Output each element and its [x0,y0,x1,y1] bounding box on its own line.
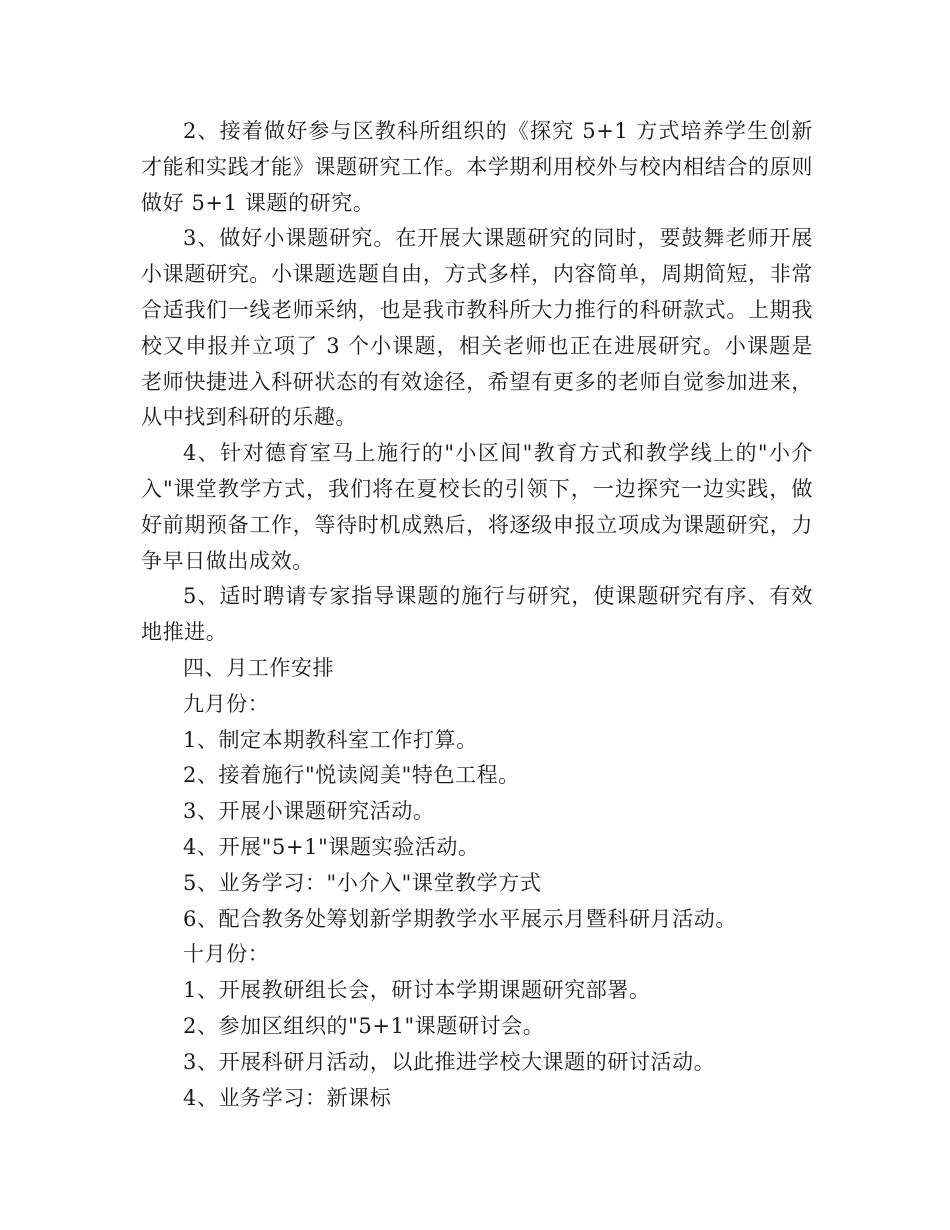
paragraph-item-5: 5、适时聘请专家指导课题的施行与研究，使课题研究有序、有效地推进。 [141,584,813,645]
october-item: 4、业务学习：新课标 [183,1085,392,1110]
october-item: 3、开展科研月活动，以此推进学校大课题的研讨活动。 [183,1049,716,1074]
september-item: 4、开展"5+1"课题实验活动。 [183,834,480,859]
september-item: 1、制定本期教科室工作打算。 [183,727,478,752]
october-item: 1、开展教研组长会，研讨本学期课题研究部署。 [183,978,651,1003]
document-body [141,114,813,1116]
september-item: 5、业务学习："小介入"课堂教学方式 [183,870,542,895]
september-item: 3、开展小课题研究活动。 [183,799,435,824]
september-item: 2、接着施行"悦读阅美"特色工程。 [183,763,520,788]
october-item: 2、参加区组织的"5+1"课题研讨会。 [183,1013,545,1038]
paragraph-item-3: 3、做好小课题研究。在开展大课题研究的同时，要鼓舞老师开展小课题研究。小课题选题自由，方式多样，内容简单，周期简短，非常合适我们一线老师采纳，也是我市教科所大力推行的科研款式。上期我校又申报并立项了 3 个小课题，相关老师也正在进展研究。小课题是老师快捷进入科研状态的有效途径，希望有更多的老师自觉参加进来，从中找到科研的乐趣。 [141,226,813,430]
september-heading: 九月份： [183,691,270,716]
september-item: 6、配合教务处筹划新学期教学水平展示月暨科研月活动。 [183,906,737,931]
section-heading: 四、月工作安排 [183,655,335,680]
paragraph-item-4: 4、针对德育室马上施行的"小区间"教育方式和教学线上的"小介入"课堂教学方式，我们将在夏校长的引领下，一边探究一边实践，做好前期预备工作，等待时机成熟后，将逐级申报立项成为课题研究，力争早日做出成效。 [141,441,813,573]
paragraph-item-2: 2、接着做好参与区教科所组织的《探究 5+1 方式培养学生创新才能和实践才能》课题研究工作。本学期利用校外与校内相结合的原则做好 5+1 课题的研究。 [141,119,813,215]
october-heading: 十月份： [183,942,270,967]
